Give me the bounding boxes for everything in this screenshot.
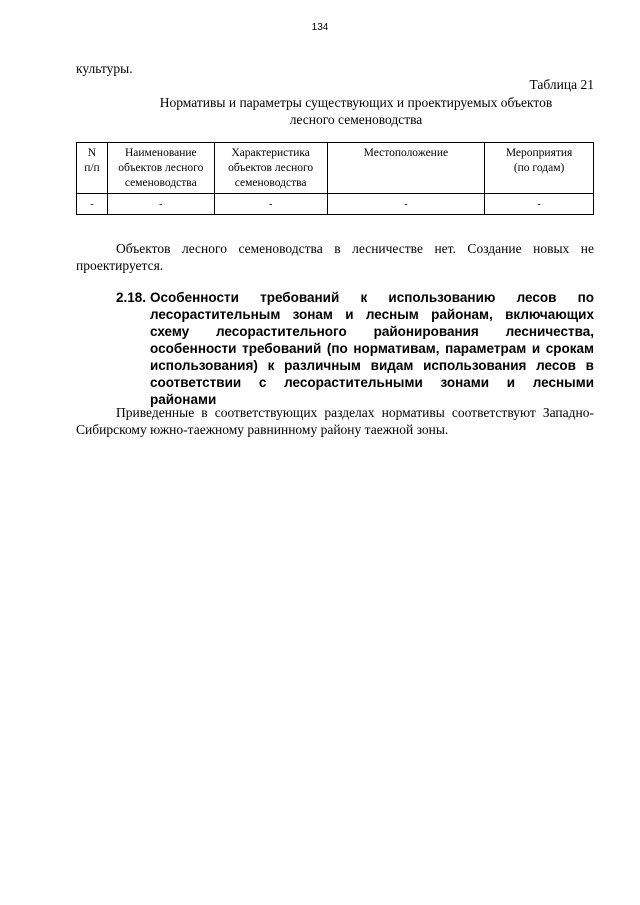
table-title <box>76 94 636 128</box>
table-cell: - <box>214 194 327 215</box>
table-title-line-1: Нормативы и параметры существующих и проектируемых объектов <box>159 95 553 110</box>
table-cell: - <box>107 194 214 215</box>
header-name: Наименование объектов лесного семеноводства <box>107 143 214 194</box>
table-cell: - <box>77 194 108 215</box>
table-row <box>77 194 594 215</box>
paragraph-no-seed-objects: Объектов лесного семеноводства в лесничестве нет. Создание новых не проектируется. <box>76 241 594 273</box>
header-location: Местоположение <box>327 143 485 194</box>
table-cell: - <box>485 194 594 215</box>
section-heading <box>116 289 594 408</box>
seed-objects-table <box>76 142 594 215</box>
header-characteristics: Характеристика объектов лесного семеноводства <box>214 143 327 194</box>
page-number: 134 <box>311 22 329 33</box>
carryover-text: культуры. <box>76 61 133 76</box>
paragraph-norms-region: Приведенные в соответствующих разделах нормативы соответствуют Западно-Сибирскому южно-таежному равнинному району таежной зоны. <box>76 405 594 437</box>
table-cell: - <box>327 194 485 215</box>
table-label: Таблица 21 <box>529 77 594 92</box>
section-title: Особенности требований к использованию лесов по лесорастительным зонам и лесным районам, включающих схему лесорастительного районирования лесничества, особенности требований (по нормативам, параметрам и срокам использования) к различным видам использования лесов в соответствии с лесорастительными зонами и лесными районами <box>150 290 594 407</box>
header-number: N п/п <box>77 143 108 194</box>
table-title-line-2: лесного семеноводства <box>289 112 423 127</box>
table-header-row <box>77 143 594 194</box>
header-activities: Мероприятия (по годам) <box>485 143 594 194</box>
section-number: 2.18. <box>116 290 147 305</box>
